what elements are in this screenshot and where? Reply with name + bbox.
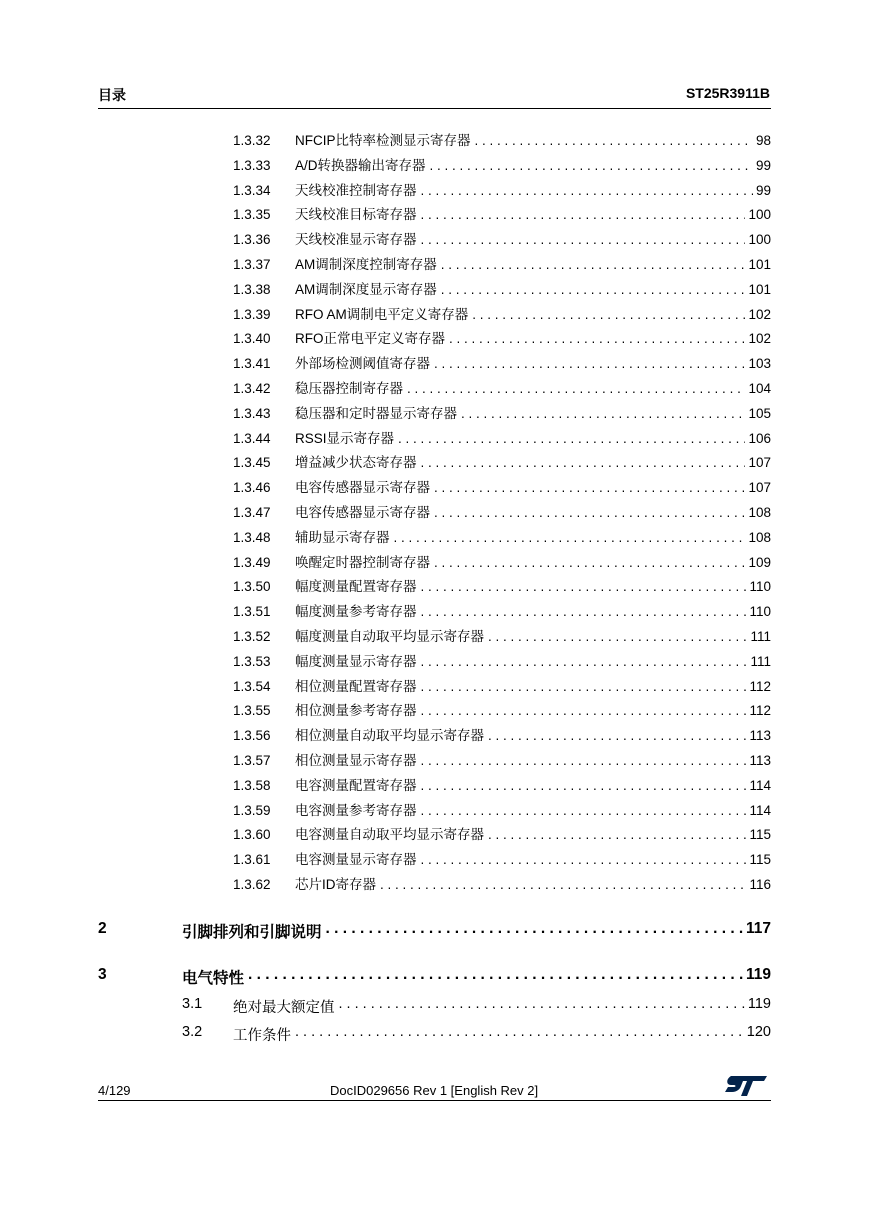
toc-entry[interactable]: [0, 476, 869, 501]
toc-entry[interactable]: [0, 625, 869, 650]
toc-entry-number: 1.3.57: [233, 752, 271, 768]
toc-entry-title[interactable]: 稳压器和定时器显示寄存器: [295, 405, 457, 421]
toc-chapter-title[interactable]: 电气特性: [182, 970, 245, 987]
toc-entry[interactable]: [0, 650, 869, 675]
header-rule: [98, 108, 771, 109]
toc-entry-page: 112: [749, 678, 771, 694]
toc-entry[interactable]: [0, 278, 869, 303]
toc-entry[interactable]: [0, 823, 869, 848]
toc-entry-title[interactable]: 外部场检测阈值寄存器: [295, 356, 430, 372]
toc-entry-title[interactable]: NFCIP比特率检测显示寄存器: [295, 133, 471, 148]
toc-entry-page: 111: [750, 653, 771, 669]
toc-leader-dots: [295, 1024, 744, 1045]
toc-entry-number: 1.3.38: [233, 281, 271, 297]
toc-entry-title[interactable]: 电容测量显示寄存器: [295, 852, 417, 868]
toc-leader-dots: [398, 427, 745, 452]
toc-leader-dots: [421, 228, 746, 253]
toc-entry-page: 99: [755, 157, 771, 173]
toc-entry-number: 1.3.45: [233, 455, 271, 471]
toc-leader-dots: [434, 352, 745, 377]
toc-leader-dots: [441, 253, 746, 278]
toc-leader-dots: [421, 699, 747, 724]
toc-section-title[interactable]: 工作条件: [233, 1028, 291, 1044]
toc-leader-dots: [441, 278, 746, 303]
toc-entry-number: 1.3.33: [233, 157, 271, 173]
toc-entry-number: 1.3.46: [233, 480, 271, 496]
toc-leader-dots: [421, 799, 747, 824]
toc-entry[interactable]: [0, 724, 869, 749]
toc-entry-number: 1.3.32: [233, 133, 271, 148]
toc-entry-page: 114: [749, 802, 771, 818]
toc-entry-title[interactable]: 电容传感器显示寄存器: [295, 480, 430, 496]
footer-rule: [98, 1100, 771, 1101]
toc-leader-dots: [488, 823, 746, 848]
toc-entry-title[interactable]: 电容测量自动取平均显示寄存器: [295, 827, 484, 843]
toc-entry-page: 106: [748, 430, 771, 446]
footer-page-number: 4/129: [98, 1083, 131, 1098]
toc-entry-number: 1.3.39: [233, 306, 271, 322]
toc-entry-page: 114: [749, 777, 771, 793]
toc-entry[interactable]: [0, 303, 869, 328]
toc-entry-page: 100: [748, 232, 771, 248]
toc-entry[interactable]: [0, 179, 869, 204]
toc-entry-title[interactable]: 幅度测量参考寄存器: [295, 604, 417, 620]
toc-entry-title[interactable]: 电容传感器显示寄存器: [295, 504, 430, 520]
toc-entry-page: 101: [748, 281, 771, 297]
toc-entry[interactable]: [0, 873, 869, 898]
toc-entry-number: 1.3.37: [233, 256, 271, 272]
toc-entry-number: 1.3.51: [233, 604, 271, 620]
toc-entry-number: 1.3.54: [233, 678, 271, 694]
toc-entry-title[interactable]: A/D转换器输出寄存器: [295, 157, 426, 173]
toc-entry-number: 1.3.60: [233, 827, 271, 843]
toc-entry-page: 116: [749, 876, 771, 892]
toc-entry-page: 105: [748, 405, 771, 421]
toc-entry-page: 108: [748, 504, 771, 520]
toc-entry-number: 1.3.56: [233, 728, 271, 744]
toc-entry-number: 1.3.49: [233, 554, 271, 570]
toc-entry[interactable]: [0, 154, 869, 179]
toc-leader-dots: [461, 402, 745, 427]
toc-page-number: 119: [747, 996, 771, 1012]
toc-leader-dots: [421, 774, 747, 799]
toc-entry-number: 1.3.47: [233, 504, 271, 520]
toc-entry-page: 112: [749, 703, 771, 719]
toc-leader-dots: [421, 848, 747, 873]
toc-entry-page: 110: [749, 579, 771, 595]
toc-entry[interactable]: [0, 600, 869, 625]
toc-leader-dots: [339, 996, 745, 1017]
toc-entry[interactable]: [0, 749, 869, 774]
toc-entry[interactable]: [0, 377, 869, 402]
toc-entry-number: 1.3.43: [233, 405, 271, 421]
toc-entry[interactable]: [0, 848, 869, 873]
toc-entry-number: 1.3.59: [233, 802, 271, 818]
toc-leader-dots: [326, 920, 743, 942]
toc-entry[interactable]: [0, 526, 869, 551]
footer-doc-id: DocID029656 Rev 1 [English Rev 2]: [330, 1083, 539, 1098]
toc-entry-page: 102: [748, 306, 771, 322]
toc-chapter-title[interactable]: 引脚排列和引脚说明: [182, 924, 322, 941]
toc-entry-page: 111: [750, 628, 771, 644]
toc-entry-page: 113: [749, 728, 771, 744]
toc-entry-number: 1.3.50: [233, 579, 271, 595]
toc-leader-dots: [421, 675, 747, 700]
toc-entry-title[interactable]: 唤醒定时器控制寄存器: [295, 554, 430, 570]
toc-entry-number: 1.3.35: [233, 207, 271, 223]
toc-entry-title[interactable]: 天线校准显示寄存器: [295, 232, 417, 248]
toc-entry[interactable]: [0, 699, 869, 724]
toc-entry-number: 1.3.36: [233, 232, 271, 248]
toc-entry[interactable]: [0, 774, 869, 799]
toc-entry-number: 1.3.58: [233, 777, 271, 793]
toc-entry-page: 101: [748, 256, 771, 272]
toc-section-number: 3.2: [182, 1024, 203, 1040]
toc-entry-title[interactable]: RFO正常电平定义寄存器: [295, 331, 445, 347]
toc-leader-dots: [421, 203, 746, 228]
toc-entry-title[interactable]: 幅度测量显示寄存器: [295, 653, 417, 669]
toc-entry-title[interactable]: 相位测量参考寄存器: [295, 703, 417, 719]
toc-entry-title[interactable]: 幅度测量配置寄存器: [295, 579, 417, 595]
toc-entry-number: 1.3.34: [233, 182, 271, 198]
toc-entry[interactable]: [0, 551, 869, 576]
toc-entry[interactable]: [0, 501, 869, 526]
toc-entry[interactable]: [0, 451, 869, 476]
toc-entry-title[interactable]: AM调制深度显示寄存器: [295, 281, 437, 297]
toc-entry-number: 1.3.41: [233, 356, 271, 372]
toc-leader-dots: [434, 476, 745, 501]
toc-entry-page: 115: [749, 827, 771, 843]
toc-entry-title[interactable]: 相位测量自动取平均显示寄存器: [295, 728, 484, 744]
toc-entry[interactable]: [0, 253, 869, 278]
toc-entry-title[interactable]: 天线校准目标寄存器: [295, 207, 417, 223]
toc-entry-title[interactable]: 芯片ID寄存器: [295, 876, 376, 892]
toc-leader-dots: [421, 650, 748, 675]
toc-entry-title[interactable]: 辅助显示寄存器: [295, 529, 390, 545]
st-logo-icon: [723, 1074, 769, 1098]
toc-leader-dots: [434, 501, 745, 526]
header-section-title: 目录: [98, 87, 126, 103]
toc-leader-dots: [380, 873, 746, 898]
toc-entry-number: 1.3.62: [233, 876, 271, 892]
toc-leader-dots: [407, 377, 745, 402]
toc-leader-dots: [488, 724, 746, 749]
toc-entry-title[interactable]: AM调制深度控制寄存器: [295, 256, 437, 272]
toc-entry-page: 107: [748, 455, 771, 471]
toc-entry-page: 100: [748, 207, 771, 223]
toc-leader-dots: [421, 451, 746, 476]
header-doc-id: ST25R3911B: [685, 85, 770, 101]
toc-entry-number: 1.3.40: [233, 331, 271, 347]
toc-chapter-number: 2: [98, 920, 107, 937]
toc-entry-page: 115: [749, 852, 771, 868]
toc-entry[interactable]: [0, 402, 869, 427]
toc-entry-page: 103: [748, 356, 771, 372]
toc-entry-title[interactable]: RSSI显示寄存器: [295, 430, 395, 446]
toc-entry[interactable]: [0, 675, 869, 700]
toc-list: [0, 129, 869, 898]
toc-page-number: 120: [746, 1024, 771, 1040]
toc-entry[interactable]: [0, 352, 869, 377]
toc-entry-page: 104: [748, 380, 771, 396]
toc-entry-title[interactable]: 电容测量参考寄存器: [295, 802, 417, 818]
toc-entry-number: 1.3.61: [233, 852, 271, 868]
toc-entry-page: 110: [749, 604, 771, 620]
toc-entry-page: 102: [748, 331, 771, 347]
toc-leader-dots: [434, 551, 745, 576]
toc-entry-number: 1.3.42: [233, 380, 271, 396]
toc-entry-number: 1.3.52: [233, 628, 271, 644]
toc-leader-dots: [475, 129, 753, 154]
toc-entry[interactable]: [0, 327, 869, 352]
toc-leader-dots: [430, 154, 753, 179]
toc-page-number: 119: [745, 966, 771, 983]
toc-entry-page: 108: [748, 529, 771, 545]
toc-entry-page: 109: [748, 554, 771, 570]
toc-chapter-number: 3: [98, 966, 107, 983]
toc-entry-number: 1.3.48: [233, 529, 271, 545]
toc-entry-title[interactable]: RFO AM调制电平定义寄存器: [295, 306, 469, 322]
toc-entry-title[interactable]: 增益减少状态寄存器: [295, 455, 417, 471]
toc-entry-title[interactable]: 稳压器控制寄存器: [295, 380, 403, 396]
toc-leader-dots: [472, 303, 745, 328]
toc-entry-number: 1.3.44: [233, 430, 271, 446]
toc-entry-title[interactable]: 相位测量显示寄存器: [295, 752, 417, 768]
toc-entry-title[interactable]: 电容测量配置寄存器: [295, 777, 417, 793]
toc-entry[interactable]: [0, 575, 869, 600]
toc-entry[interactable]: [0, 129, 869, 154]
toc-page-number: 117: [745, 920, 771, 937]
toc-leader-dots: [394, 526, 746, 551]
toc-entry-title[interactable]: 幅度测量自动取平均显示寄存器: [295, 628, 484, 644]
toc-entry-number: 1.3.53: [233, 653, 271, 669]
toc-leader-dots: [421, 600, 747, 625]
toc-section-title[interactable]: 绝对最大额定值: [233, 1000, 335, 1016]
toc-leader-dots: [248, 966, 743, 988]
toc-entry[interactable]: [0, 799, 869, 824]
toc-entry-page: 113: [749, 752, 771, 768]
toc-entry[interactable]: [0, 228, 869, 253]
toc-leader-dots: [449, 327, 745, 352]
toc-entry-page: 98: [755, 133, 771, 148]
toc-entry-page: 99: [755, 182, 771, 198]
toc-entry-title[interactable]: 相位测量配置寄存器: [295, 678, 417, 694]
toc-section-number: 3.1: [182, 996, 203, 1012]
toc-entry-page: 107: [748, 480, 771, 496]
toc-leader-dots: [421, 179, 753, 204]
toc-leader-dots: [421, 575, 747, 600]
toc-leader-dots: [421, 749, 747, 774]
toc-entry-number: 1.3.55: [233, 703, 271, 719]
toc-entry[interactable]: [0, 427, 869, 452]
toc-entry[interactable]: [0, 203, 869, 228]
toc-leader-dots: [488, 625, 747, 650]
toc-entry-title[interactable]: 天线校准控制寄存器: [295, 182, 417, 198]
